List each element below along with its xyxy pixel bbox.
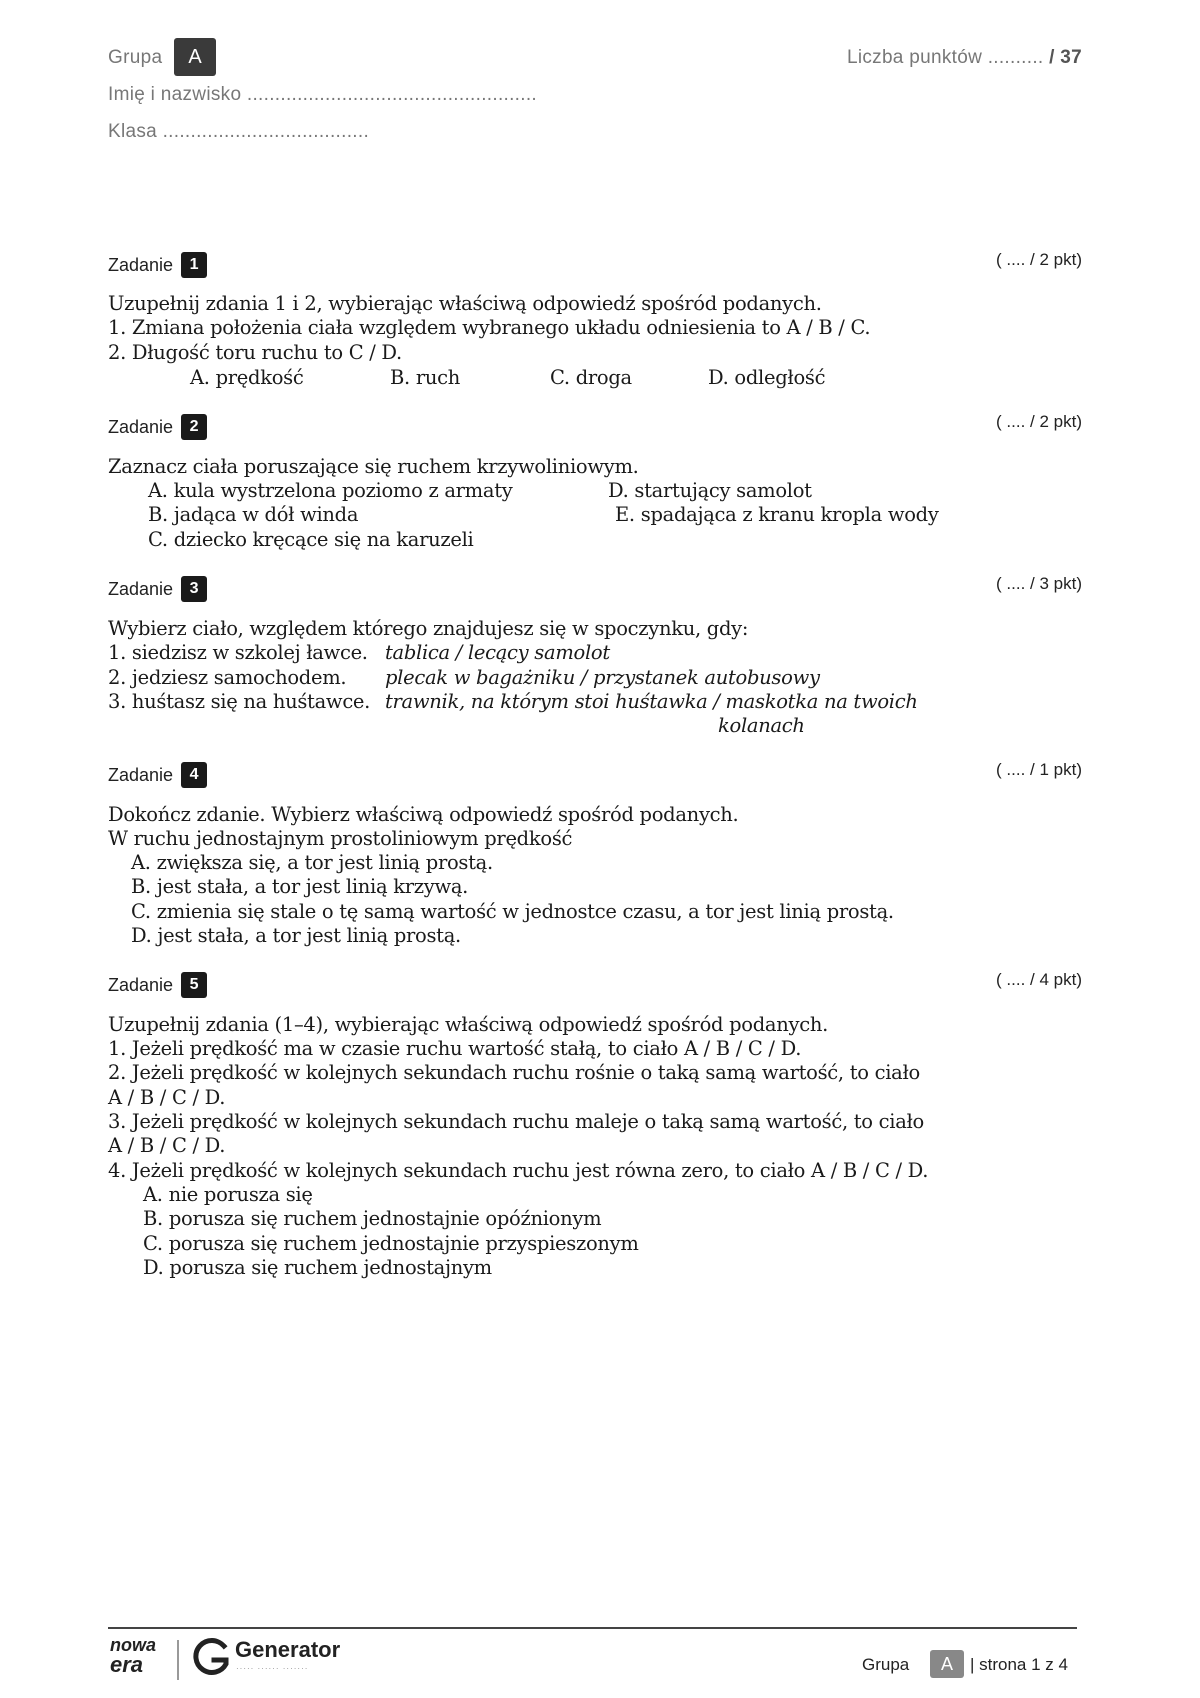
task-1-points: ( .... / 2 pkt) [996, 250, 1082, 269]
task-4-points: ( .... / 1 pkt) [996, 760, 1082, 779]
task-label: Zadanie [108, 254, 174, 275]
name-field: Imię i nazwisko .................................................... [108, 84, 537, 105]
task-label: Zadanie [108, 764, 174, 785]
points-total: / 37 [1049, 47, 1082, 68]
task-1-option: B. ruch [390, 366, 460, 389]
task-label: Zadanie [108, 416, 174, 437]
task-5-instruction: Uzupełnij zdania (1–4), wybierając właściwą odpowiedź spośród podanych. [108, 1013, 828, 1036]
task-4-option: A. zwiększa się, a tor jest linią prostą. [131, 851, 493, 874]
task-5-line: 2. Jeżeli prędkość w kolejnych sekundach ruchu rośnie o taką samą wartość, to ciało [108, 1061, 920, 1084]
task-1-option: A. prędkość [190, 366, 304, 389]
task-number-badge: 5 [181, 972, 207, 998]
task-3-answer-cont: kolanach [718, 714, 805, 737]
task-2-option: C. dziecko kręcące się na karuzeli [148, 528, 474, 551]
task-number-badge: 2 [181, 414, 207, 440]
task-1-option: D. odległość [708, 366, 826, 389]
task-5-line: 3. Jeżeli prędkość w kolejnych sekundach ruchu maleje o taką samą wartość, to ciało [108, 1110, 924, 1133]
task-2-heading [108, 414, 207, 440]
generator-logo-tagline: ····· ······ ······· [236, 1664, 309, 1673]
task-label: Zadanie [108, 974, 174, 995]
task-5-line: A / B / C / D. [108, 1086, 226, 1109]
logo-word-nowa: nowa [110, 1635, 157, 1655]
task-2-instruction: Zaznacz ciała poruszające się ruchem krzywoliniowym. [108, 455, 639, 478]
task-3-answer: trawnik, na którym stoi huśtawka / maskotka na twoich [385, 690, 918, 713]
task-5-option: D. porusza się ruchem jednostajnym [143, 1256, 492, 1279]
group-label: Grupa [108, 47, 163, 68]
task-5-line: A / B / C / D. [108, 1134, 226, 1157]
task-3-answer: tablica / lecący samolot [385, 641, 610, 664]
class-field: Klasa ..................................... [108, 121, 370, 142]
task-2-option: D. startujący samolot [608, 479, 812, 502]
task-2-option: E. spadająca z kranu kropla wody [615, 503, 939, 526]
footer-group-label: Grupa [862, 1655, 910, 1674]
task-5-option: C. porusza się ruchem jednostajnie przyspieszonym [143, 1232, 639, 1255]
generator-g-icon [192, 1636, 232, 1680]
task-5-option: B. porusza się ruchem jednostajnie opóźnionym [143, 1207, 602, 1230]
task-3-heading [108, 576, 207, 602]
task-2-option: B. jadąca w dół winda [148, 503, 359, 526]
task-4-heading [108, 762, 207, 788]
task-5-line: 4. Jeżeli prędkość w kolejnych sekundach ruchu jest równa zero, to ciało A / B / C / D. [108, 1159, 929, 1182]
task-1-option: C. droga [550, 366, 632, 389]
task-5-option: A. nie porusza się [143, 1183, 313, 1206]
footer-group-badge: A [930, 1650, 964, 1678]
task-5-line: 1. Jeżeli prędkość ma w czasie ruchu wartość stałą, to ciało A / B / C / D. [108, 1037, 802, 1060]
task-4-option: D. jest stała, a tor jest linią prostą. [131, 924, 461, 947]
points-field [847, 47, 1082, 69]
task-4-option: B. jest stała, a tor jest linią krzywą. [131, 875, 469, 898]
task-number-badge: 4 [181, 762, 207, 788]
task-4-option: C. zmienia się stale o tę samą wartość w jednostce czasu, a tor jest linią prostą. [131, 900, 894, 923]
task-3-question: 1. siedzisz w szkolej ławce. [108, 641, 368, 664]
group-badge: A [174, 38, 216, 76]
generator-logo-text: Generator [235, 1637, 341, 1662]
task-3-question: 2. jedziesz samochodem. [108, 666, 347, 689]
task-5-heading [108, 972, 207, 998]
footer-page-number: | strona 1 z 4 [970, 1655, 1068, 1674]
task-3-points: ( .... / 3 pkt) [996, 574, 1082, 593]
task-1-heading [108, 252, 207, 278]
points-label: Liczba punktów .......... [846, 47, 1044, 68]
logo-word-era: era [110, 1652, 144, 1677]
task-2-points: ( .... / 2 pkt) [996, 412, 1082, 431]
task-3-answer: plecak w bagażniku / przystanek autobusowy [385, 666, 820, 689]
task-number-badge: 1 [181, 252, 207, 278]
nowa-era-logo [110, 1636, 156, 1676]
task-3-instruction: Wybierz ciało, względem którego znajdujesz się w spoczynku, gdy: [108, 617, 749, 640]
task-1-instruction: Uzupełnij zdania 1 i 2, wybierając właściwą odpowiedź spośród podanych. [108, 292, 822, 315]
task-label: Zadanie [108, 578, 174, 599]
task-5-points: ( .... / 4 pkt) [996, 970, 1082, 989]
task-2-option: A. kula wystrzelona poziomo z armaty [148, 479, 513, 502]
logo-separator [177, 1640, 179, 1680]
task-number-badge: 3 [181, 576, 207, 602]
task-1-line: 1. Zmiana położenia ciała względem wybranego układu odniesienia to A / B / C. [108, 316, 871, 339]
task-3-question: 3. huśtasz się na huśtawce. [108, 690, 371, 713]
footer-divider [108, 1627, 1077, 1629]
task-4-instruction: Dokończ zdanie. Wybierz właściwą odpowiedź spośród podanych. [108, 803, 739, 826]
task-4-stem: W ruchu jednostajnym prostoliniowym prędkość [108, 827, 573, 850]
task-1-line: 2. Długość toru ruchu to C / D. [108, 341, 402, 364]
